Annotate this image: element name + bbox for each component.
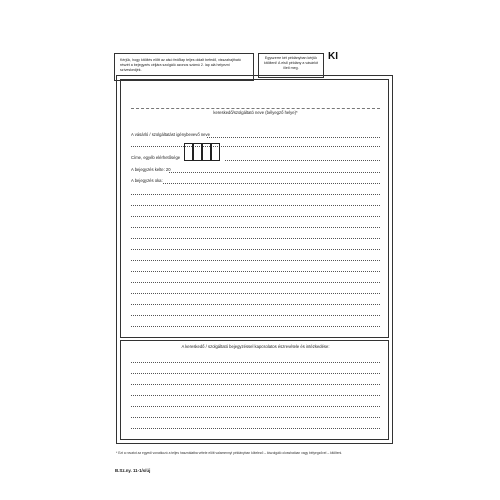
writing-line[interactable] (131, 271, 380, 272)
postal-code-cell[interactable] (202, 143, 211, 161)
writing-line[interactable] (131, 238, 380, 239)
writing-line[interactable] (131, 315, 380, 316)
writing-line[interactable] (131, 373, 380, 374)
buyer-name-label: A vásárló / szolgáltatást igénybevevő neve (131, 132, 210, 137)
stamp-caption: kereskedő/szolgáltató neve (bélyegző helye)* (213, 110, 298, 115)
entry-date-label: A bejegyzés kelte: 20 (131, 167, 171, 172)
postal-code-cell[interactable] (193, 143, 202, 161)
buyer-name-line[interactable] (207, 137, 380, 138)
postal-code-grid[interactable] (184, 143, 222, 161)
postal-code-cell[interactable] (184, 143, 193, 161)
writing-line[interactable] (131, 417, 380, 418)
writing-line[interactable] (131, 249, 380, 250)
response-title: A kereskedő / szolgáltató bejegyzéssel kapcsolatos észrevétele és intézkedése: (181, 344, 330, 349)
writing-line[interactable] (131, 304, 380, 305)
copy-mark: KI (328, 51, 338, 62)
footnote: * Ezt a rovatot az egyedi vonatkozó a teljes használatba vétele előtt valamennyi példányban kötelező – kiszolgáló olvashatóan vagy bélyegzővel – kitölteni. (116, 451, 343, 455)
address-line[interactable] (225, 160, 380, 161)
buyer-name-line-2[interactable] (131, 146, 380, 147)
writing-line[interactable] (131, 384, 380, 385)
postal-code-cell[interactable] (211, 143, 220, 161)
writing-line[interactable] (131, 406, 380, 407)
writing-line[interactable] (131, 395, 380, 396)
complaint-section (120, 79, 389, 338)
reason-line[interactable] (163, 183, 380, 184)
notice-text: Kérjük, hogy kitöltés előtt az alsó fedőlap teljes oldalt befedő, visszahajtható részét a bejegyzés céljára szolgáló azonos számú 2. lap alá helyezni szíveskedjék. (120, 58, 241, 72)
writing-line[interactable] (131, 282, 380, 283)
copy-instruction-text: Egyszerre két példányban kérjük kitölteni! A első példány a vásárlót illeti meg. (264, 56, 318, 70)
entry-date-line[interactable] (169, 172, 380, 173)
response-section (120, 340, 389, 440)
writing-line[interactable] (131, 293, 380, 294)
writing-line[interactable] (131, 326, 380, 327)
writing-line[interactable] (131, 227, 380, 228)
writing-line[interactable] (131, 194, 380, 195)
stamp-line (131, 108, 380, 109)
writing-line[interactable] (131, 260, 380, 261)
writing-line[interactable] (131, 428, 380, 429)
writing-line[interactable] (131, 216, 380, 217)
writing-line[interactable] (131, 205, 380, 206)
form-code: B.Sz.ny. 11-1/s/új (115, 468, 151, 473)
reason-label: A bejegyzés oka: (131, 178, 163, 183)
writing-line[interactable] (131, 362, 380, 363)
address-label: Címe, egyéb elérhetősége (131, 155, 181, 160)
